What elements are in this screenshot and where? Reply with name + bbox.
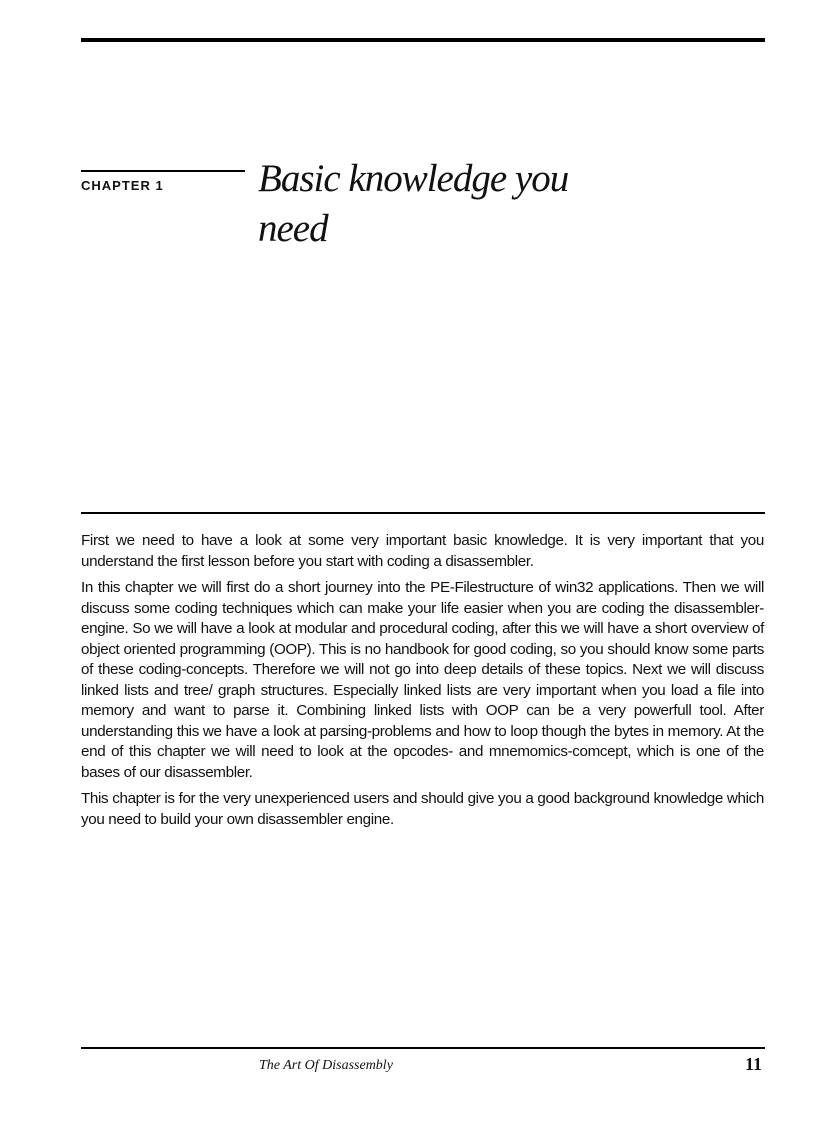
footer-rule [81, 1047, 765, 1049]
chapter-title: Basic knowledge you need [258, 157, 569, 250]
body-paragraph: First we need to have a look at some very important basic knowledge. It is very important that you understand the first lesson before you start with coding a disassembler. [81, 532, 764, 570]
body-paragraph: In this chapter we will first do a short journey into the PE-Filestructure of win32 applications. Then we will discuss some coding techniques which can make your life easier when you are coding the disassembler-engine. So we will have a look at modular and procedural coding, after this we will have a short overview of object oriented programming (OOP). This is no handbook for good coding, so you should know some parts of these coding-concepts. Therefore we will not go into deep details of these topics. Next we will discuss linked lists and tree/ graph structures. Especially linked lists are very important when you load a file into memory and want to parse it. Combining linked lists with OOP can be a very powerfull tool. After understanding this we have a look at parsing-problems and how to loop though the bytes in memory. At the end of this chapter we will need to look at the opcodes- and mnemomics-comcept, which is one of the bases of our disassembler. [81, 579, 764, 781]
chapter-label: CHAPTER 1 [81, 178, 164, 193]
top-rule [81, 38, 765, 42]
body-paragraph: This chapter is for the very unexperienced users and should give you a good background knowledge which you need to build your own disassembler engine. [81, 790, 764, 828]
body-text [81, 531, 764, 836]
page-number: 11 [744, 1054, 762, 1074]
section-rule [81, 512, 765, 514]
footer-book-title: The Art Of Disassembly [259, 1058, 393, 1073]
chapter-rule [81, 170, 245, 172]
